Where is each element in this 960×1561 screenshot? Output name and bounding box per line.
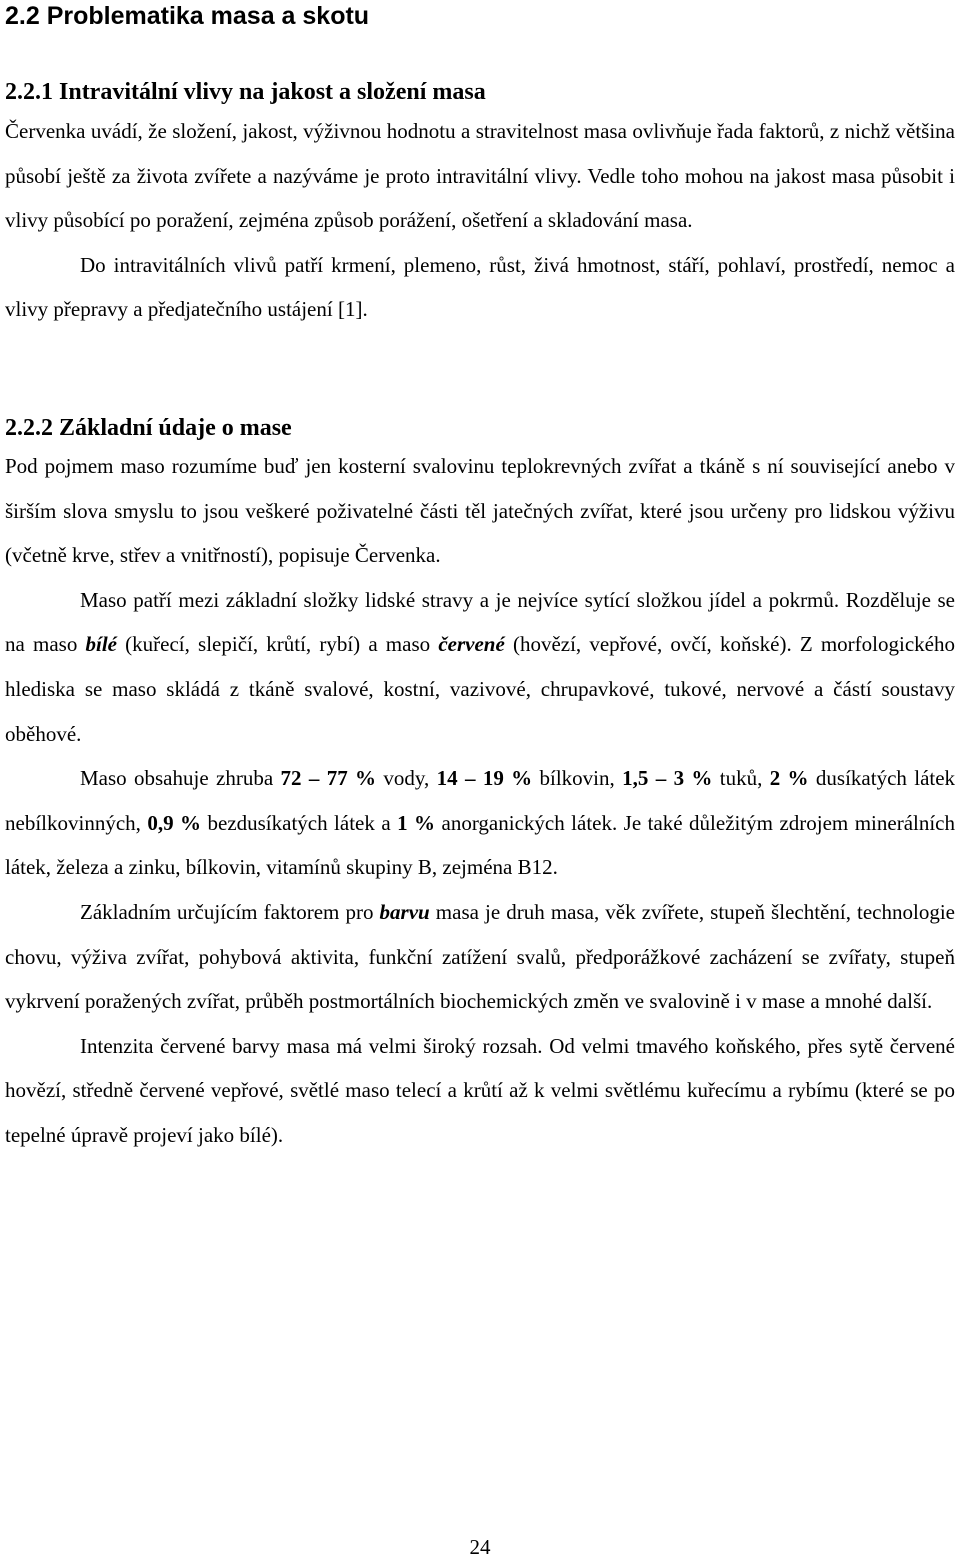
page-number: 24 [469, 1535, 491, 1559]
section-heading: 2.2 Problematika masa a skotu [5, 2, 370, 30]
paragraph-meat-classification [5, 578, 955, 756]
paragraph-meat-color-factors [5, 890, 955, 1024]
text-segment: bezdusíkatých látek a [201, 810, 398, 835]
text-segment: bílkovin, [532, 766, 623, 791]
value-inorganic: 1 % [397, 810, 436, 835]
text-segment: masa je druh masa, věk zvířete, stupeň šlechtění, technologie chovu, výživa zvířat, pohybová aktivita, funkční zatížení svalů, předporážkové zacházení se zvířaty, stupeň vykrvení poražených zvířat, průběh postmortálních biochemických změn ve svalovině i v mase a mnohé další. [5, 899, 955, 1014]
text-segment: Maso patří mezi základní složky lidské stravy a je nejvíce sytící složkou jídel a pokrmů. Rozděluje se na maso [5, 587, 955, 657]
text-segment: (hovězí, vepřové, ovčí, koňské). Z morfologického hlediska se maso skládá z tkáně svalové, kostní, vazivové, chrupavkové, tukové, nervové a částí soustavy oběhové. [5, 632, 955, 746]
text-segment: dusíkatých látek nebílkovinných, [5, 766, 956, 835]
value-nitrogenous: 2 % [769, 766, 809, 791]
term-white-meat: bílé [85, 632, 117, 657]
text-segment: vody, [376, 766, 437, 791]
value-non-nitrogenous: 0,9 % [147, 810, 202, 835]
paragraph-color-intensity: Intenzita červené barvy masa má velmi široký rozsah. Od velmi tmavého koňského, přes sytě červené hovězí, středně červené vepřové, světlé maso telecí a krůtí až k velmi světlému kuřecímu a rybímu (které se po tepelné úpravě projeví jako bílé). [5, 1033, 955, 1147]
paragraph-intravital-2: Do intravitálních vlivů patří krmení, plemeno, růst, živá hmotnost, stáří, pohlaví, prostředí, nemoc a vlivy přepravy a předjatečního ustájení [1]. [5, 252, 955, 322]
text-segment: anorganických látek. Je také důležitým zdrojem minerálních látek, železa a zinku, bílkovin, vitamínů skupiny B, zejména B12. [5, 810, 956, 880]
text-segment: (kuřecí, slepičí, krůtí, rybí) a maso [116, 632, 439, 657]
paragraph-meat-definition: Pod pojmem maso rozumíme buď jen kosterní svalovinu teplokrevných zvířat a tkáně s ní související anebo v širším slova smyslu to jsou veškeré poživatelné části těl jatečných zvířat, které jsou určeny pro lidskou výživu (včetně krve, střev a vnitřností), popisuje Červenka. [5, 454, 955, 568]
text-segment: Základním určujícím faktorem pro [80, 899, 380, 924]
subsection-heading-2: 2.2.2 Základní údaje o mase [5, 415, 292, 441]
value-water: 72 – 77 % [280, 766, 377, 791]
value-fat: 1,5 – 3 % [622, 766, 713, 791]
subsection-heading-1: 2.2.1 Intravitální vlivy na jakost a složení masa [5, 79, 486, 105]
paragraph-intravital-1: Červenka uvádí, že složení, jakost, výživnou hodnotu a stravitelnost masa ovlivňuje řada faktorů, z nichž většina působí ještě za života zvířete a nazýváme je proto intravitální vlivy. Vedle toho mohou na jakost masa působit i vlivy působící po poražení, zejména způsob porážení, ošetření a skladování masa. [5, 119, 955, 233]
text-segment: Maso obsahuje zhruba [80, 766, 281, 791]
term-color: barvu [379, 899, 430, 924]
term-red-meat: červené [438, 632, 505, 657]
text-segment: tuků, [712, 766, 770, 791]
value-protein: 14 – 19 % [436, 766, 533, 791]
paragraph-meat-composition [5, 756, 955, 890]
